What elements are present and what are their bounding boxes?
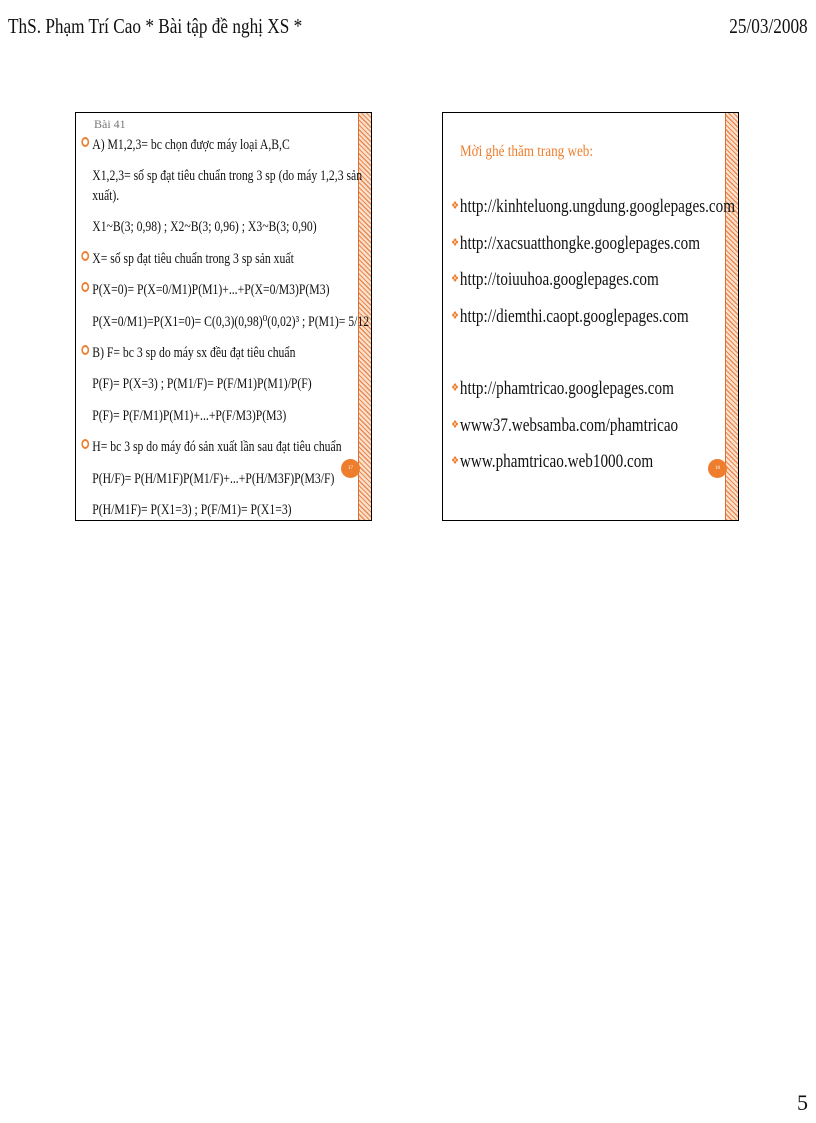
link-item[interactable] xyxy=(451,307,735,344)
indented-line xyxy=(79,401,313,432)
bullet-line xyxy=(79,244,313,275)
line-text: P(X=0)= P(X=0/M1)P(M1)+...+P(X=0/M3)P(M3) xyxy=(92,282,330,299)
indented-line xyxy=(79,369,313,400)
bullet-line xyxy=(79,275,330,306)
diamond-bullet-icon: ❖ xyxy=(451,273,460,285)
circle-bullet-icon xyxy=(81,251,89,261)
line-text: X= số sp đạt tiêu chuẩn trong 3 sp sản xuất xyxy=(92,250,294,267)
diamond-bullet-icon: ❖ xyxy=(451,309,460,322)
diamond-bullet-icon: ❖ xyxy=(451,236,460,249)
slide-title: Mời ghé thăm trang web: xyxy=(460,143,594,160)
link-text: www37.websamba.com/phamtricao xyxy=(459,415,679,436)
indented-line xyxy=(79,495,313,521)
line-text: P(F)= P(F/M1)P(M1)+...+P(F/M3)P(M3) xyxy=(92,407,287,424)
link-item[interactable] xyxy=(451,197,735,234)
line-text: H= bc 3 sp do máy đó sản xuất lần sau đạt tiêu chuẩn xyxy=(92,439,342,456)
link-item[interactable] xyxy=(451,379,735,416)
circle-bullet-icon xyxy=(81,137,89,147)
indented-line xyxy=(79,464,335,495)
list-spacer xyxy=(451,343,739,379)
indented-line xyxy=(79,212,317,243)
circle-bullet-icon xyxy=(81,439,89,449)
bullet-line xyxy=(79,338,313,369)
slide-body xyxy=(79,130,372,521)
link-item[interactable] xyxy=(451,416,735,453)
slide-number-badge: 18 xyxy=(708,459,727,478)
bullet-line xyxy=(79,130,313,161)
link-text: http://toiuuhoa.googlepages.com xyxy=(459,270,659,290)
bullet-line xyxy=(79,432,342,463)
link-list xyxy=(451,197,739,489)
slide-title: Bài 41 xyxy=(94,117,126,131)
line-text: X1,2,3= số sp đạt tiêu chuẩn trong 3 sp (do máy 1,2,3 sản xuất). xyxy=(92,168,363,205)
slide-number-badge: 17 xyxy=(341,459,360,478)
line-text: P(H/F)= P(H/M1F)P(M1/F)+...+P(H/M3F)P(M3/F) xyxy=(92,470,335,487)
line-text: P(H/M1F)= P(X1=3) ; P(F/M1)= P(X1=3) xyxy=(92,502,292,519)
page-number: 5 xyxy=(797,1090,808,1115)
line-text: P(X=0/M1)=P(X1=0)= C(0,3)(0,98)⁰(0,02)³ ; P(M1)= 5/12 xyxy=(92,313,370,330)
link-text: http://xacsuatthongke.googlepages.com xyxy=(459,233,701,254)
link-item[interactable] xyxy=(451,452,735,489)
circle-bullet-icon xyxy=(81,345,89,355)
diamond-bullet-icon: ❖ xyxy=(451,418,460,431)
indented-line xyxy=(79,166,372,206)
circle-bullet-icon xyxy=(81,282,89,292)
link-text: http://kinhteluong.ungdung.googlepages.com xyxy=(459,197,736,217)
line-text: P(F)= P(X=3) ; P(M1/F)= P(F/M1)P(M1)/P(F) xyxy=(92,376,312,393)
link-item[interactable] xyxy=(451,270,735,307)
indented-line xyxy=(79,307,370,338)
line-text: B) F= bc 3 sp do máy sx đều đạt tiêu chuẩn xyxy=(92,345,296,362)
link-text: www.phamtricao.web1000.com xyxy=(459,452,654,472)
diamond-bullet-icon: ❖ xyxy=(451,382,460,394)
slide-18 xyxy=(442,112,739,521)
diamond-bullet-icon: ❖ xyxy=(451,200,460,212)
line-text: A) M1,2,3= bc chọn được máy loại A,B,C xyxy=(92,137,290,153)
line-text: X1~B(3; 0,98) ; X2~B(3; 0,96) ; X3~B(3; 0,90) xyxy=(92,219,317,236)
slide-17 xyxy=(75,112,372,521)
link-text: http://phamtricao.googlepages.com xyxy=(459,379,674,399)
link-text: http://diemthi.caopt.googlepages.com xyxy=(459,306,689,327)
diamond-bullet-icon: ❖ xyxy=(451,455,460,467)
page-header-left: ThS. Phạm Trí Cao * Bài tập đề nghị XS * xyxy=(8,14,303,38)
link-item[interactable] xyxy=(451,234,735,271)
page-header-date: 25/03/2008 xyxy=(729,14,808,38)
